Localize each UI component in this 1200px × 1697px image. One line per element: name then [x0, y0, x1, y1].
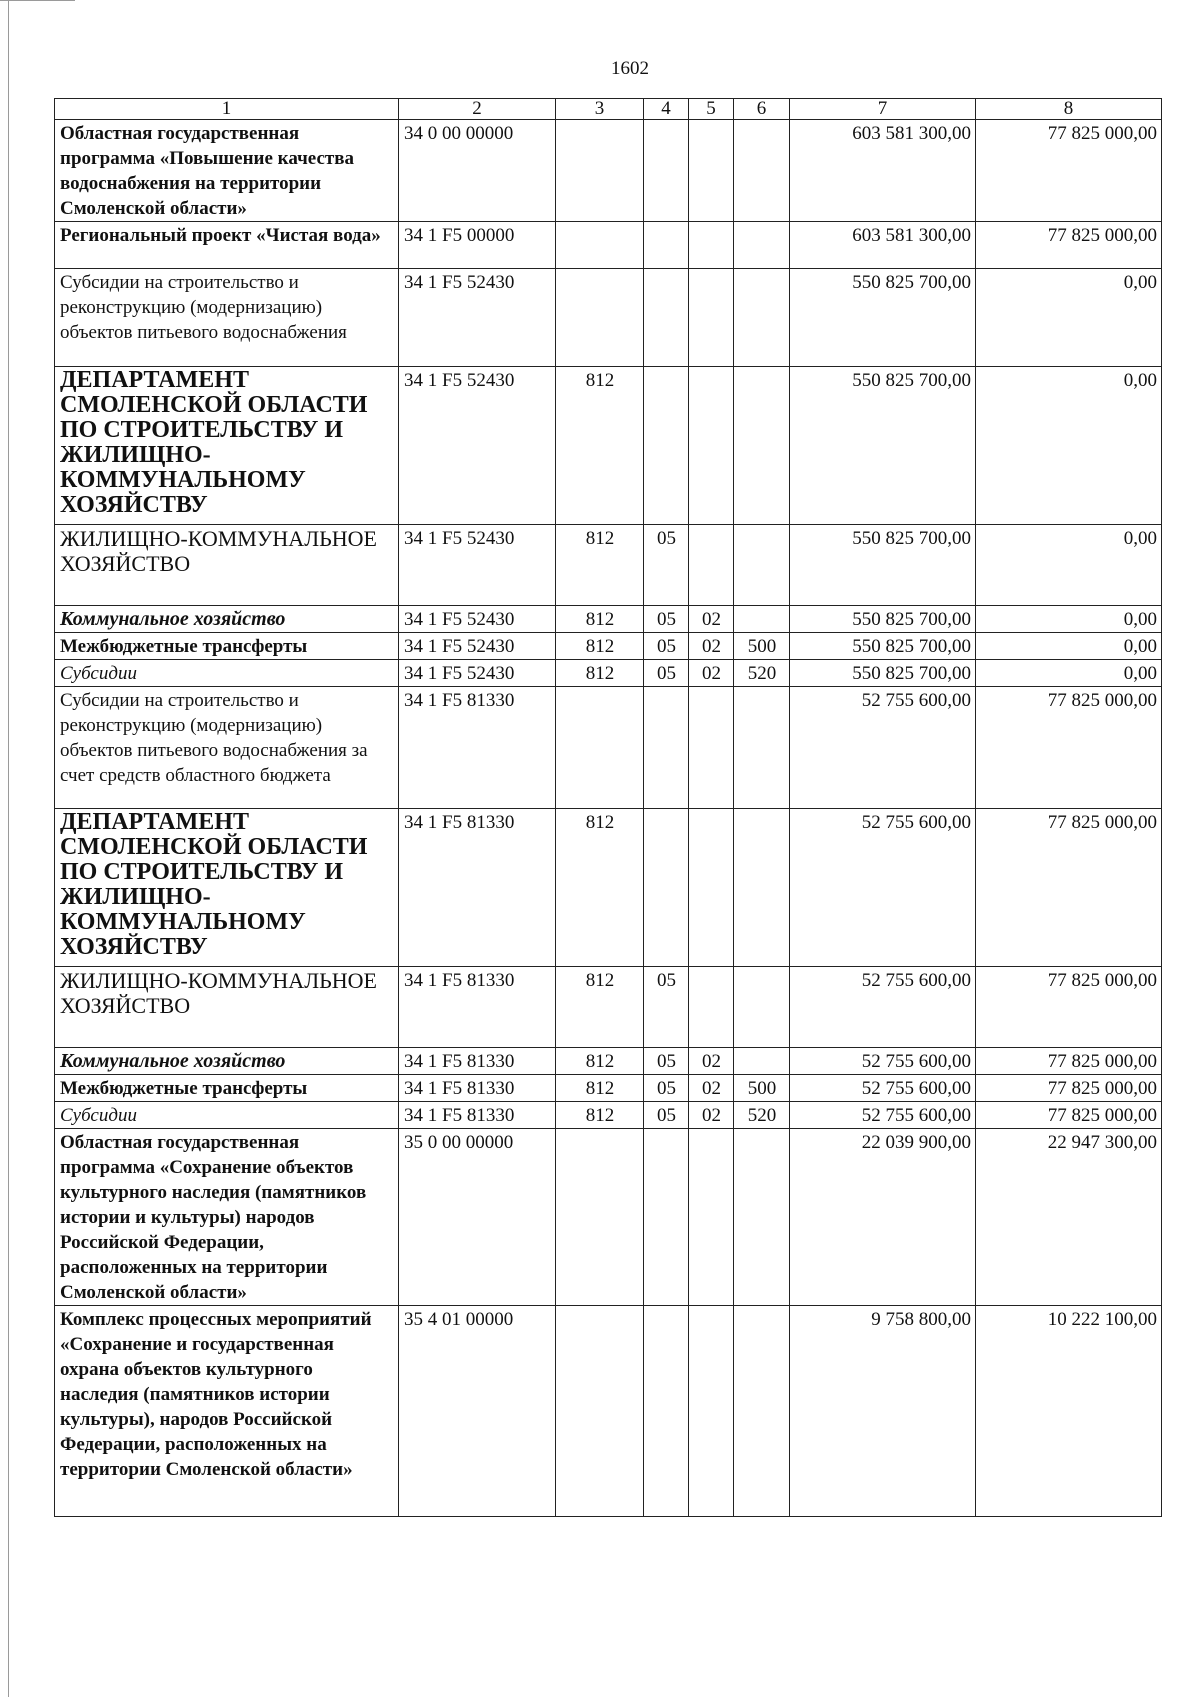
- expense-type-cell: [734, 525, 790, 606]
- column-header-5: 5: [689, 99, 734, 120]
- row-name-cell: Межбюджетные трансферты: [55, 633, 399, 660]
- row-name-cell: ДЕПАРТАМЕНТ СМОЛЕНСКОЙ ОБЛАСТИ ПО СТРОИТЕЛЬСТВУ И ЖИЛИЩНО-КОММУНАЛЬНОМУ ХОЗЯЙСТВУ: [55, 367, 399, 525]
- ministry-code-cell: 812: [556, 606, 644, 633]
- table-row: [55, 687, 1162, 809]
- section-code-cell: 05: [644, 525, 689, 606]
- ministry-code-cell: 812: [556, 1102, 644, 1129]
- ministry-code-cell: [556, 120, 644, 222]
- scan-border-top: [0, 0, 75, 1]
- page-number: 1602: [611, 58, 649, 79]
- ministry-code-cell: 812: [556, 1075, 644, 1102]
- amount-year2-cell: 77 825 000,00: [976, 1102, 1162, 1129]
- table-row: [55, 1075, 1162, 1102]
- amount-year2-cell: 77 825 000,00: [976, 967, 1162, 1048]
- row-name-cell: Региональный проект «Чистая вода»: [55, 222, 399, 269]
- amount-year1-cell: 550 825 700,00: [790, 367, 976, 525]
- table-row: [55, 525, 1162, 606]
- ministry-code-cell: 812: [556, 633, 644, 660]
- amount-year2-cell: 77 825 000,00: [976, 1075, 1162, 1102]
- section-code-cell: 05: [644, 633, 689, 660]
- section-code-cell: 05: [644, 660, 689, 687]
- amount-year1-cell: 550 825 700,00: [790, 660, 976, 687]
- table-row: [55, 1306, 1162, 1517]
- subsection-code-cell: [689, 367, 734, 525]
- amount-year1-cell: 550 825 700,00: [790, 606, 976, 633]
- row-name-cell: Областная государственная программа «Повышение качества водоснабжения на территории Смоленской области»: [55, 120, 399, 222]
- row-name-cell: ДЕПАРТАМЕНТ СМОЛЕНСКОЙ ОБЛАСТИ ПО СТРОИТЕЛЬСТВУ И ЖИЛИЩНО-КОММУНАЛЬНОМУ ХОЗЯЙСТВУ: [55, 809, 399, 967]
- target-code-cell: 34 1 F5 81330: [399, 809, 556, 967]
- amount-year2-cell: 77 825 000,00: [976, 120, 1162, 222]
- expense-type-cell: 500: [734, 1075, 790, 1102]
- amount-year1-cell: 52 755 600,00: [790, 967, 976, 1048]
- ministry-code-cell: 812: [556, 367, 644, 525]
- row-name-cell: Коммунальное хозяйство: [55, 606, 399, 633]
- amount-year2-cell: 77 825 000,00: [976, 1048, 1162, 1075]
- expense-type-cell: [734, 222, 790, 269]
- target-code-cell: 34 1 F5 81330: [399, 1048, 556, 1075]
- column-header-3: 3: [556, 99, 644, 120]
- amount-year2-cell: 0,00: [976, 367, 1162, 525]
- ministry-code-cell: [556, 1129, 644, 1306]
- expense-type-cell: [734, 606, 790, 633]
- amount-year2-cell: 0,00: [976, 660, 1162, 687]
- amount-year2-cell: 77 825 000,00: [976, 687, 1162, 809]
- table-row: [55, 222, 1162, 269]
- amount-year1-cell: 52 755 600,00: [790, 1102, 976, 1129]
- subsection-code-cell: 02: [689, 660, 734, 687]
- table-row: [55, 633, 1162, 660]
- expense-type-cell: [734, 1048, 790, 1075]
- column-header-7: 7: [790, 99, 976, 120]
- ministry-code-cell: [556, 687, 644, 809]
- ministry-code-cell: 812: [556, 809, 644, 967]
- section-code-cell: 05: [644, 1048, 689, 1075]
- expense-type-cell: [734, 809, 790, 967]
- target-code-cell: 35 4 01 00000: [399, 1306, 556, 1517]
- amount-year1-cell: 52 755 600,00: [790, 687, 976, 809]
- ministry-code-cell: [556, 269, 644, 367]
- section-code-cell: [644, 1129, 689, 1306]
- table-row: [55, 1129, 1162, 1306]
- subsection-code-cell: 02: [689, 1075, 734, 1102]
- subsection-code-cell: [689, 525, 734, 606]
- section-code-cell: [644, 120, 689, 222]
- section-code-cell: [644, 222, 689, 269]
- expense-type-cell: [734, 120, 790, 222]
- amount-year2-cell: 0,00: [976, 633, 1162, 660]
- subsection-code-cell: [689, 269, 734, 367]
- expense-type-cell: 520: [734, 1102, 790, 1129]
- target-code-cell: 34 1 F5 52430: [399, 633, 556, 660]
- expense-type-cell: [734, 269, 790, 367]
- row-name-cell: Субсидии на строительство и реконструкцию (модернизацию) объектов питьевого водоснабжения: [55, 269, 399, 367]
- amount-year2-cell: 22 947 300,00: [976, 1129, 1162, 1306]
- amount-year1-cell: 22 039 900,00: [790, 1129, 976, 1306]
- target-code-cell: 34 1 F5 52430: [399, 367, 556, 525]
- table-row: [55, 606, 1162, 633]
- row-name-cell: ЖИЛИЩНО-КОММУНАЛЬНОЕ ХОЗЯЙСТВО: [55, 525, 399, 606]
- expense-type-cell: 500: [734, 633, 790, 660]
- table-header: [55, 99, 1162, 120]
- row-name-cell: Субсидии на строительство и реконструкцию (модернизацию) объектов питьевого водоснабжения за счет средств областного бюджета: [55, 687, 399, 809]
- table-row: [55, 1048, 1162, 1075]
- subsection-code-cell: [689, 1306, 734, 1517]
- section-code-cell: [644, 1306, 689, 1517]
- row-name-cell: Комплекс процессных мероприятий «Сохранение и государственная охрана объектов культурного наследия (памятников истории культуры), народов Российской Федерации, расположенных на территории Смоленской области»: [55, 1306, 399, 1517]
- amount-year2-cell: 0,00: [976, 606, 1162, 633]
- section-code-cell: 05: [644, 967, 689, 1048]
- target-code-cell: 34 1 F5 52430: [399, 525, 556, 606]
- subsection-code-cell: [689, 687, 734, 809]
- column-header-2: 2: [399, 99, 556, 120]
- table-row: [55, 809, 1162, 967]
- target-code-cell: 34 1 F5 81330: [399, 687, 556, 809]
- amount-year1-cell: 550 825 700,00: [790, 269, 976, 367]
- amount-year2-cell: 77 825 000,00: [976, 222, 1162, 269]
- subsection-code-cell: [689, 1129, 734, 1306]
- target-code-cell: 34 1 F5 00000: [399, 222, 556, 269]
- section-code-cell: 05: [644, 606, 689, 633]
- expense-type-cell: 520: [734, 660, 790, 687]
- amount-year1-cell: 603 581 300,00: [790, 120, 976, 222]
- subsection-code-cell: [689, 809, 734, 967]
- section-code-cell: [644, 367, 689, 525]
- table-row: [55, 967, 1162, 1048]
- subsection-code-cell: 02: [689, 1048, 734, 1075]
- subsection-code-cell: [689, 120, 734, 222]
- target-code-cell: 35 0 00 00000: [399, 1129, 556, 1306]
- ministry-code-cell: 812: [556, 967, 644, 1048]
- ministry-code-cell: [556, 1306, 644, 1517]
- column-header-8: 8: [976, 99, 1162, 120]
- table-body: [55, 120, 1162, 1517]
- section-code-cell: 05: [644, 1102, 689, 1129]
- section-code-cell: [644, 269, 689, 367]
- subsection-code-cell: 02: [689, 606, 734, 633]
- column-header-4: 4: [644, 99, 689, 120]
- subsection-code-cell: 02: [689, 1102, 734, 1129]
- section-code-cell: [644, 809, 689, 967]
- column-header-6: 6: [734, 99, 790, 120]
- amount-year2-cell: 77 825 000,00: [976, 809, 1162, 967]
- expense-type-cell: [734, 1129, 790, 1306]
- table-row: [55, 660, 1162, 687]
- amount-year1-cell: 9 758 800,00: [790, 1306, 976, 1517]
- subsection-code-cell: 02: [689, 633, 734, 660]
- ministry-code-cell: [556, 222, 644, 269]
- target-code-cell: 34 1 F5 52430: [399, 660, 556, 687]
- target-code-cell: 34 0 00 00000: [399, 120, 556, 222]
- target-code-cell: 34 1 F5 81330: [399, 967, 556, 1048]
- amount-year1-cell: 52 755 600,00: [790, 1048, 976, 1075]
- table-row: [55, 269, 1162, 367]
- expense-type-cell: [734, 1306, 790, 1517]
- row-name-cell: Областная государственная программа «Сохранение объектов культурного наследия (памятников истории и культуры) народов Российской Федерации, расположенных на территории Смоленской области»: [55, 1129, 399, 1306]
- expense-type-cell: [734, 967, 790, 1048]
- row-name-cell: ЖИЛИЩНО-КОММУНАЛЬНОЕ ХОЗЯЙСТВО: [55, 967, 399, 1048]
- amount-year1-cell: 550 825 700,00: [790, 633, 976, 660]
- amount-year1-cell: 52 755 600,00: [790, 809, 976, 967]
- table-row: [55, 367, 1162, 525]
- budget-table: [54, 98, 1162, 1517]
- ministry-code-cell: 812: [556, 1048, 644, 1075]
- table-row: [55, 1102, 1162, 1129]
- row-name-cell: Субсидии: [55, 1102, 399, 1129]
- amount-year2-cell: 0,00: [976, 525, 1162, 606]
- amount-year1-cell: 603 581 300,00: [790, 222, 976, 269]
- amount-year1-cell: 52 755 600,00: [790, 1075, 976, 1102]
- amount-year1-cell: 550 825 700,00: [790, 525, 976, 606]
- ministry-code-cell: 812: [556, 525, 644, 606]
- expense-type-cell: [734, 687, 790, 809]
- target-code-cell: 34 1 F5 81330: [399, 1102, 556, 1129]
- target-code-cell: 34 1 F5 52430: [399, 606, 556, 633]
- amount-year2-cell: 10 222 100,00: [976, 1306, 1162, 1517]
- subsection-code-cell: [689, 967, 734, 1048]
- section-code-cell: [644, 687, 689, 809]
- row-name-cell: Коммунальное хозяйство: [55, 1048, 399, 1075]
- section-code-cell: 05: [644, 1075, 689, 1102]
- header-row: [55, 99, 1162, 120]
- row-name-cell: Субсидии: [55, 660, 399, 687]
- table-row: [55, 120, 1162, 222]
- ministry-code-cell: 812: [556, 660, 644, 687]
- target-code-cell: 34 1 F5 52430: [399, 269, 556, 367]
- amount-year2-cell: 0,00: [976, 269, 1162, 367]
- target-code-cell: 34 1 F5 81330: [399, 1075, 556, 1102]
- scan-border-left: [8, 0, 9, 1697]
- subsection-code-cell: [689, 222, 734, 269]
- column-header-1: 1: [55, 99, 399, 120]
- expense-type-cell: [734, 367, 790, 525]
- row-name-cell: Межбюджетные трансферты: [55, 1075, 399, 1102]
